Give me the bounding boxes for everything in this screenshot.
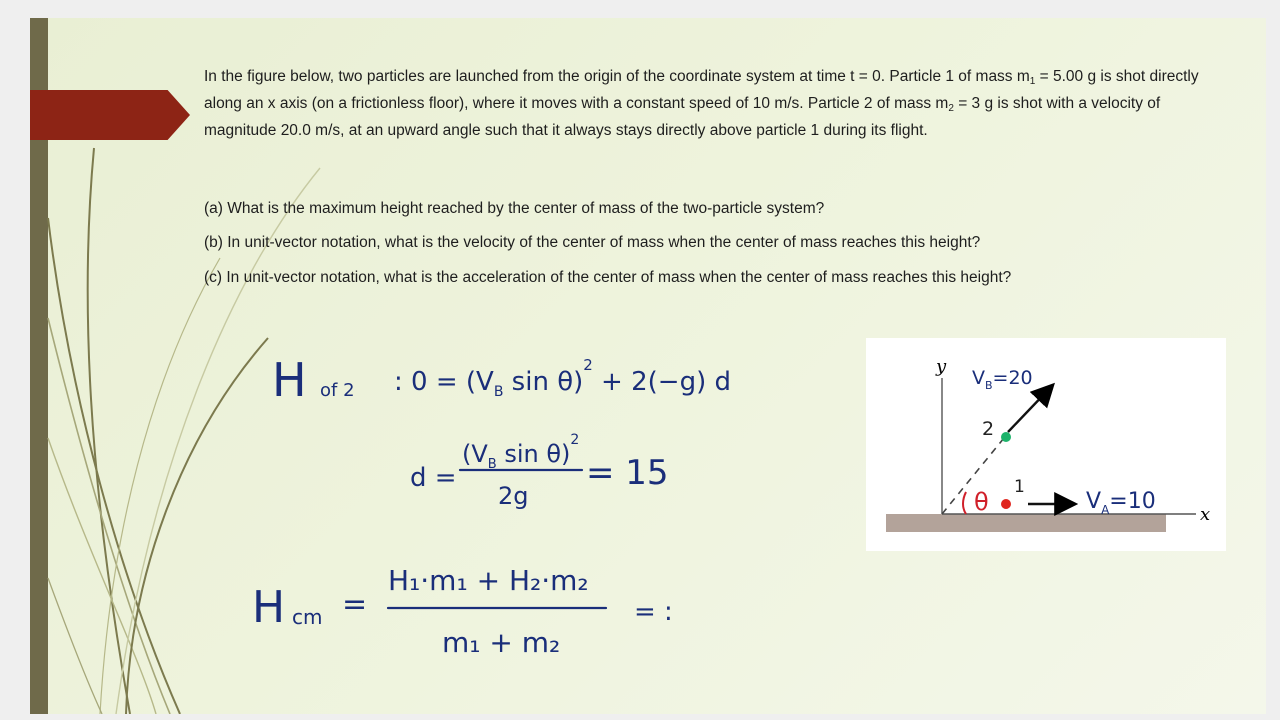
hw-denominator-2: 2g <box>498 482 529 510</box>
hw-height-symbol: H <box>272 353 307 407</box>
subscript-1: 1 <box>1029 76 1036 87</box>
velocity-b-label: $V_B=20$ <box>972 367 1033 392</box>
hw-numerator-3: H₁·m₁ + H₂·m₂ <box>388 564 589 597</box>
hw-numerator-2: ($V_B$ sin θ)$^2$ <box>462 432 580 472</box>
question-b: (b) In unit-vector notation, what is the velocity of the center of mass when the center of mass reaches this height? <box>204 234 981 251</box>
question-c: (c) In unit-vector notation, what is the acceleration of the center of mass when the center of mass reaches this height? <box>204 269 1012 286</box>
problem-text-part-1: In the figure below, two particles are launched from the origin of the coordinate system at time t = 0. Particle 1 of mass m <box>204 68 1030 85</box>
particle-1-label: 1 <box>1014 477 1025 497</box>
hw-equation-1: : $0 = (V_B$ sin θ)$^2$ + 2(−g) d <box>394 356 731 400</box>
hw-h-cm-symbol: H <box>252 582 286 633</box>
hw-d-equals: d = <box>410 463 457 493</box>
hw-result-15: = 15 <box>586 453 669 493</box>
hw-cm-subscript: cm <box>292 605 323 629</box>
hw-equals-tail-3: = : <box>634 597 673 627</box>
angle-theta-label: θ <box>974 488 989 516</box>
problem-text-part-3: = 3 g is shot with a velocity of magnitude 20.0 m/s, at an upward angle such that it always stays directly above particle 1 during its flight. <box>204 95 1161 139</box>
velocity-a-label: $V_A=10$ <box>1086 489 1156 517</box>
y-axis-label: y <box>936 356 947 377</box>
x-axis-label: x <box>1200 504 1211 525</box>
question-a: (a) What is the maximum height reached by the center of mass of the two-particle system? <box>204 200 825 217</box>
subscript-2: 2 <box>948 103 954 114</box>
hw-denominator-3: m₁ + m₂ <box>442 626 561 659</box>
slide <box>30 18 1266 714</box>
hw-of-2: of 2 <box>320 380 355 401</box>
handwritten-solution <box>30 18 1266 714</box>
problem-text-part-2: = 5.00 g is shot directly along an x axis (on a frictionless floor), where it moves with a constant speed of 10 m/s. Particle 2 of mass m <box>204 68 1199 112</box>
hw-equals-3: = <box>342 587 368 622</box>
particle-2-label: 2 <box>982 418 995 440</box>
